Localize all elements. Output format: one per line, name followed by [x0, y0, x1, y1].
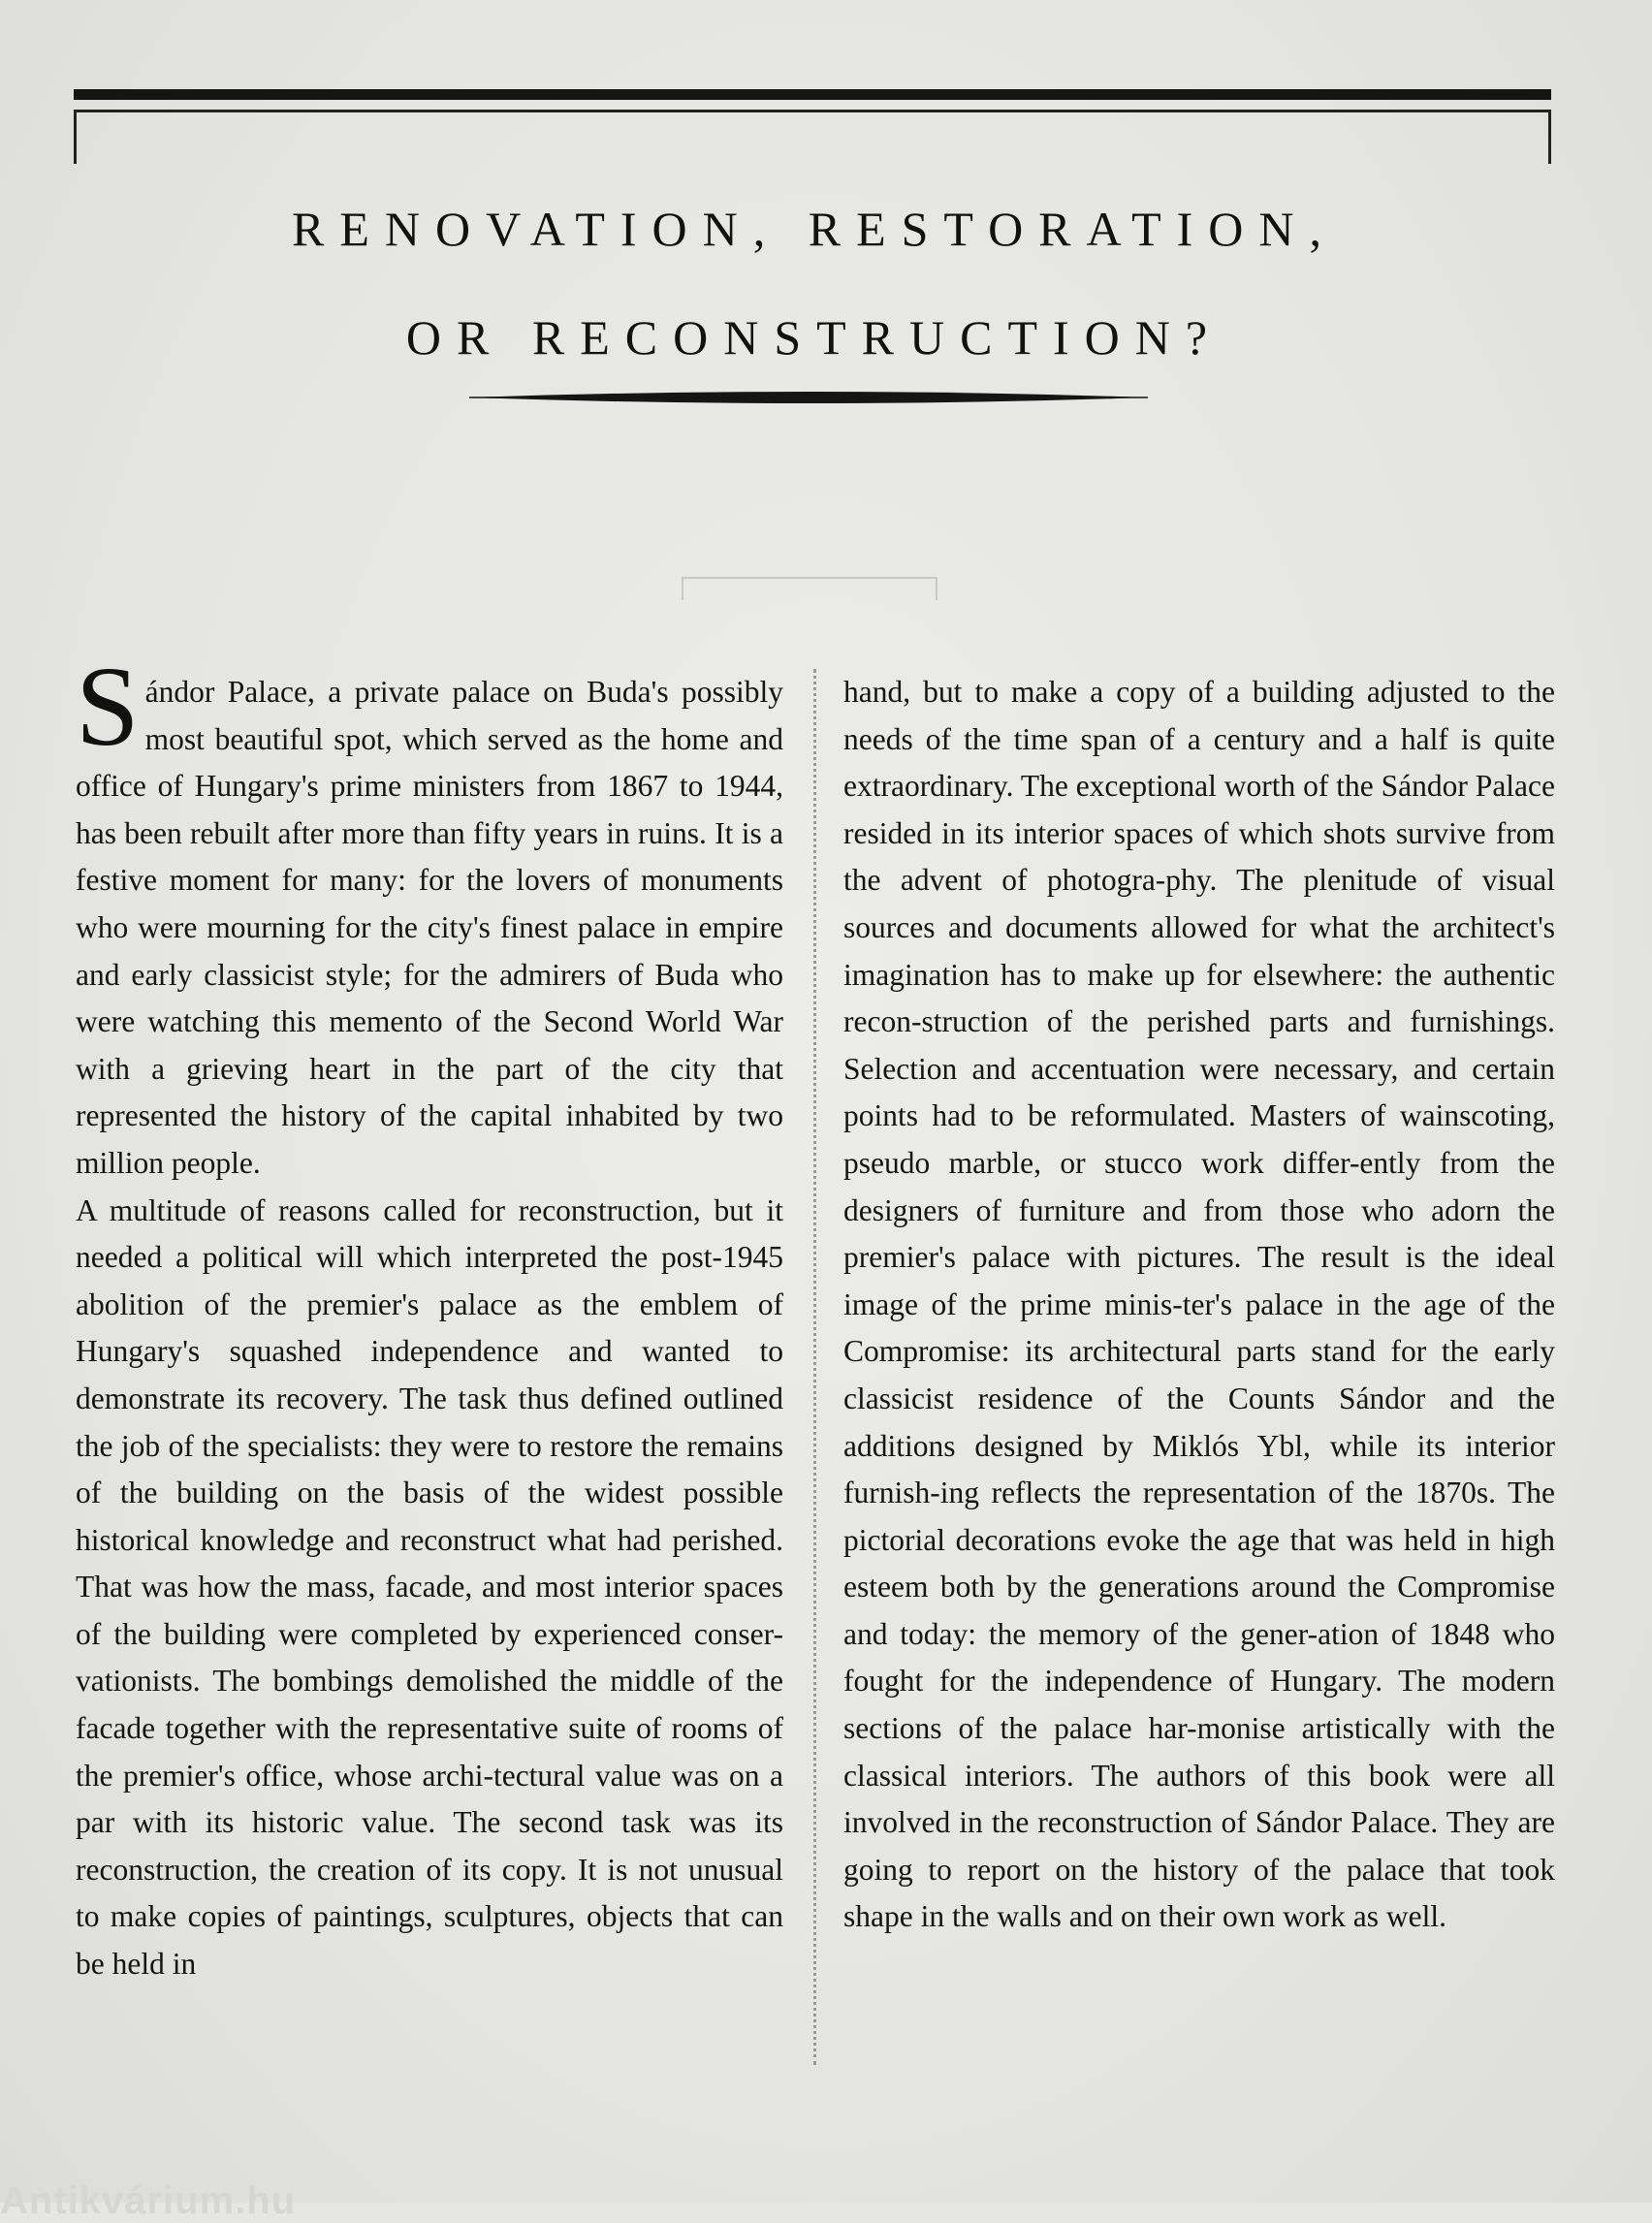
bracket-frame-line	[74, 110, 1551, 112]
paragraph: A multitude of reasons called for reconstruction, but it needed a political will which interpreted the post-1945 abolition of the premier's palace as the emblem of Hungary's squashed independence and wanted to demonstrate its recovery. The task thus defined outlined the job of the specialists: they were to restore the remains of the building on the basis of the widest possible historical knowledge and reconstruct what had perished. That was how the mass, facade, and most interior spaces of the building were completed by experienced conser-vationists. The bombings demolished the middle of the facade together with the representative suite of rooms of the premier's office, whose archi-tectural value was on a par with its historic value. The second task was its reconstruction, the creation of its copy. It is not unusual to make copies of paintings, sculptures, objects that can be held in	[76, 1192, 783, 1982]
bracket-frame-right	[1548, 110, 1551, 164]
title-line-2: OR RECONSTRUCTION?	[405, 309, 1223, 365]
title-line-1: RENOVATION, RESTORATION,	[291, 201, 1338, 256]
paragraph: hand, but to make a copy of a building adjusted to the needs of the time span of a century and a half is quite extraordinary. The exceptional worth of the Sándor Palace resided in its interior spaces of which shots survive from the advent of photogra-phy. The plenitude of visual sources and documents allowed for what the architect's imagination has to make up for elsewhere: the authentic recon-struction of the perished parts and furnishings. Selection and accentuation were necessary, and certain points had to be reformulated. Masters of wainscoting, pseudo marble, or stucco work differ-ently from the designers of furniture and from those who adorn the premier's palace with pictures. The result is the ideal image of the prime minis-ter's palace in the age of the Compromise: its architectural parts stand for the early classicist residence of the Counts Sándor and the additions designed by Miklós Ybl, while its interior furnish-ing reflects the representation of the 1870s. The pictorial decorations evoke the age that was held in high esteem both by the generations around the Compromise and today: the memory of the gener-ation of 1848 who fought for the independence of Hungary. The modern sections of the palace har-monise artistically with the classical interiors. The authors of this book were all involved in the reconstruction of Sándor Palace. They are going to report on the history of the palace that took shape in the walls and on their own work as well.	[843, 675, 1555, 1934]
ornamental-divider	[469, 388, 1148, 407]
drop-cap: S	[76, 643, 140, 770]
watermark: Antikvárium.hu	[0, 2179, 297, 2222]
top-rule	[74, 89, 1551, 100]
page-title	[116, 175, 1512, 392]
column-divider	[813, 669, 816, 2065]
text-column-right	[843, 669, 1555, 1941]
paragraph-text: ándor Palace, a private palace on Buda's possibly most beautiful spot, which served as the home and office of Hungary's prime ministers from 1867 to 1944, has been rebuilt after more than fifty years in ruins. It is a festive moment for many: for the lovers of monuments who were mourning for the city's finest palace in empire and early classicist style; for the admirers of Buda who were watching this memento of the Second World War with a grieving heart in the part of the city that represented the history of the capital inhabited by two million people.	[76, 675, 783, 1180]
faint-bracket-mark	[682, 577, 937, 600]
paragraph	[76, 643, 783, 1188]
bracket-frame-left	[74, 110, 77, 164]
text-column-left	[76, 643, 783, 1988]
